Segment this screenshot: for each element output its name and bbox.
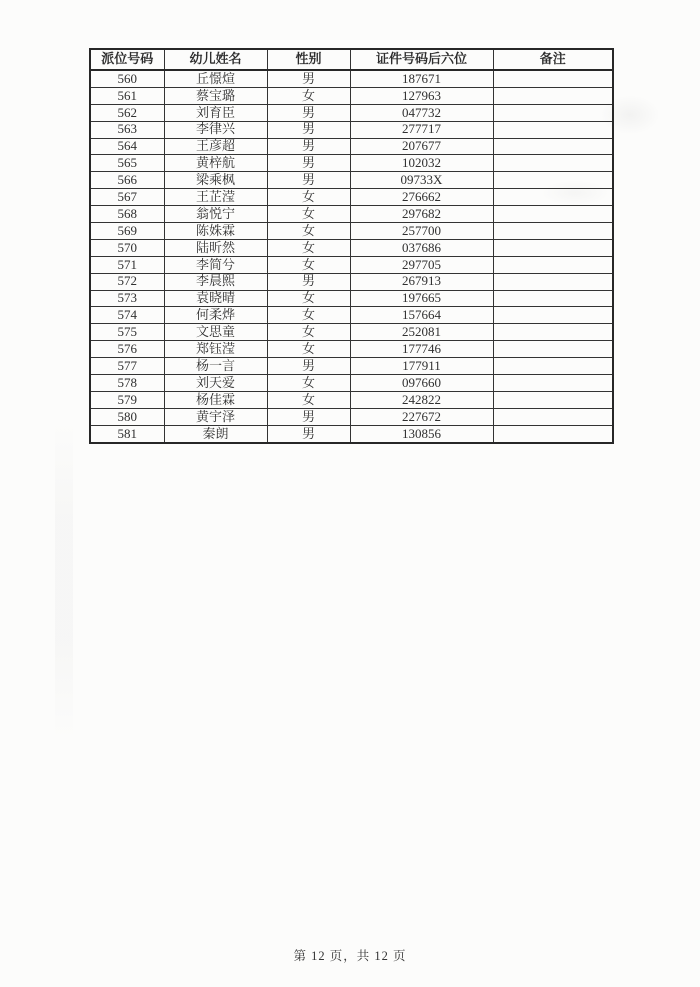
table-body — [90, 70, 613, 443]
table-cell: 男 — [267, 425, 350, 442]
table-row — [90, 104, 613, 121]
column-header: 性别 — [267, 49, 350, 70]
table-cell: 570 — [90, 239, 164, 256]
table-cell: 575 — [90, 324, 164, 341]
table-cell — [493, 324, 613, 341]
table-cell: 581 — [90, 425, 164, 442]
table-row — [90, 273, 613, 290]
table-cell: 李晨熙 — [164, 273, 267, 290]
column-header: 派位号码 — [90, 49, 164, 70]
table-cell: 565 — [90, 155, 164, 172]
table-cell: 女 — [267, 256, 350, 273]
table-cell: 579 — [90, 391, 164, 408]
table-cell: 242822 — [350, 391, 493, 408]
table-row — [90, 206, 613, 223]
table-cell: 097660 — [350, 375, 493, 392]
table-cell: 杨佳霖 — [164, 391, 267, 408]
table-cell: 女 — [267, 375, 350, 392]
table-cell: 女 — [267, 341, 350, 358]
table-cell: 女 — [267, 87, 350, 104]
table-cell: 陈姝霖 — [164, 223, 267, 240]
table-cell — [493, 307, 613, 324]
table-cell: 577 — [90, 358, 164, 375]
table-cell: 567 — [90, 189, 164, 206]
table-cell: 陆昕然 — [164, 239, 267, 256]
table-cell — [493, 206, 613, 223]
table-cell — [493, 121, 613, 138]
table-cell: 梁乘枫 — [164, 172, 267, 189]
table-cell: 127963 — [350, 87, 493, 104]
table-cell — [493, 223, 613, 240]
table-cell: 561 — [90, 87, 164, 104]
table-cell: 157664 — [350, 307, 493, 324]
table-cell: 576 — [90, 341, 164, 358]
table-row — [90, 358, 613, 375]
table-row — [90, 256, 613, 273]
table-cell: 男 — [267, 104, 350, 121]
table-cell: 130856 — [350, 425, 493, 442]
table-row — [90, 138, 613, 155]
table-cell: 翁悦宁 — [164, 206, 267, 223]
table-cell: 蔡宝璐 — [164, 87, 267, 104]
table-cell — [493, 290, 613, 307]
table-cell: 227672 — [350, 408, 493, 425]
scan-artifact — [55, 420, 73, 740]
table-cell: 252081 — [350, 324, 493, 341]
column-header: 备注 — [493, 49, 613, 70]
table-cell: 黄梓航 — [164, 155, 267, 172]
table-row — [90, 87, 613, 104]
table-cell — [493, 189, 613, 206]
table-row — [90, 391, 613, 408]
table-cell — [493, 239, 613, 256]
table-row — [90, 189, 613, 206]
table-cell: 102032 — [350, 155, 493, 172]
table-cell: 177911 — [350, 358, 493, 375]
table-row — [90, 425, 613, 442]
table-row — [90, 172, 613, 189]
table-cell: 秦朗 — [164, 425, 267, 442]
table-cell: 580 — [90, 408, 164, 425]
table-cell: 女 — [267, 307, 350, 324]
table-cell: 男 — [267, 172, 350, 189]
table-cell: 560 — [90, 70, 164, 87]
table-cell: 197665 — [350, 290, 493, 307]
table-cell — [493, 138, 613, 155]
table-cell: 男 — [267, 70, 350, 87]
table-cell: 女 — [267, 324, 350, 341]
table-cell: 573 — [90, 290, 164, 307]
table-cell: 王芷滢 — [164, 189, 267, 206]
table-row — [90, 307, 613, 324]
table-cell — [493, 87, 613, 104]
table-cell: 569 — [90, 223, 164, 240]
table-header-row — [90, 49, 613, 70]
table-row — [90, 408, 613, 425]
table-cell — [493, 155, 613, 172]
table-cell: 袁晓晴 — [164, 290, 267, 307]
table-cell: 男 — [267, 155, 350, 172]
table-cell: 女 — [267, 223, 350, 240]
table-cell: 276662 — [350, 189, 493, 206]
column-header: 证件号码后六位 — [350, 49, 493, 70]
table-cell — [493, 391, 613, 408]
table-cell: 郑钰滢 — [164, 341, 267, 358]
table-cell: 何柔烨 — [164, 307, 267, 324]
allocation-roster-table — [89, 48, 614, 444]
table-cell — [493, 425, 613, 442]
table-cell: 177746 — [350, 341, 493, 358]
table-cell: 187671 — [350, 70, 493, 87]
table-cell: 刘育臣 — [164, 104, 267, 121]
table-cell: 564 — [90, 138, 164, 155]
table-cell: 267913 — [350, 273, 493, 290]
table-cell — [493, 172, 613, 189]
table-cell: 566 — [90, 172, 164, 189]
table-cell: 李简兮 — [164, 256, 267, 273]
column-header: 幼儿姓名 — [164, 49, 267, 70]
table-cell — [493, 273, 613, 290]
table-cell: 丘憬煊 — [164, 70, 267, 87]
table-cell: 277717 — [350, 121, 493, 138]
table-cell: 574 — [90, 307, 164, 324]
table-cell: 王彦超 — [164, 138, 267, 155]
table-row — [90, 155, 613, 172]
table-cell: 女 — [267, 206, 350, 223]
table-cell: 男 — [267, 138, 350, 155]
table-cell: 562 — [90, 104, 164, 121]
page-footer: 第 12 页，共 12 页 — [293, 949, 407, 963]
table-cell: 女 — [267, 189, 350, 206]
table-cell: 文思童 — [164, 324, 267, 341]
table-cell — [493, 70, 613, 87]
table-row — [90, 70, 613, 87]
table-cell — [493, 375, 613, 392]
table-row — [90, 239, 613, 256]
table-cell: 刘天爱 — [164, 375, 267, 392]
table-cell: 563 — [90, 121, 164, 138]
table-row — [90, 223, 613, 240]
table-cell: 572 — [90, 273, 164, 290]
table-cell: 297682 — [350, 206, 493, 223]
table-row — [90, 290, 613, 307]
table-cell: 207677 — [350, 138, 493, 155]
table-row — [90, 121, 613, 138]
table-cell: 297705 — [350, 256, 493, 273]
table-row — [90, 324, 613, 341]
table-cell: 男 — [267, 273, 350, 290]
table-cell — [493, 341, 613, 358]
table-cell: 037686 — [350, 239, 493, 256]
table-cell: 男 — [267, 121, 350, 138]
table-cell: 047732 — [350, 104, 493, 121]
table-row — [90, 375, 613, 392]
table-row — [90, 341, 613, 358]
table-cell: 09733X — [350, 172, 493, 189]
table-cell — [493, 358, 613, 375]
table-cell — [493, 408, 613, 425]
table-cell: 黄宇泽 — [164, 408, 267, 425]
table-cell: 578 — [90, 375, 164, 392]
table-cell: 杨一言 — [164, 358, 267, 375]
table-cell: 571 — [90, 256, 164, 273]
table-cell: 女 — [267, 391, 350, 408]
table-cell: 李律兴 — [164, 121, 267, 138]
table-cell: 女 — [267, 239, 350, 256]
table-cell: 257700 — [350, 223, 493, 240]
table-cell — [493, 104, 613, 121]
table-cell — [493, 256, 613, 273]
table-cell: 男 — [267, 408, 350, 425]
table-cell: 568 — [90, 206, 164, 223]
table-cell: 女 — [267, 290, 350, 307]
table-cell: 男 — [267, 358, 350, 375]
